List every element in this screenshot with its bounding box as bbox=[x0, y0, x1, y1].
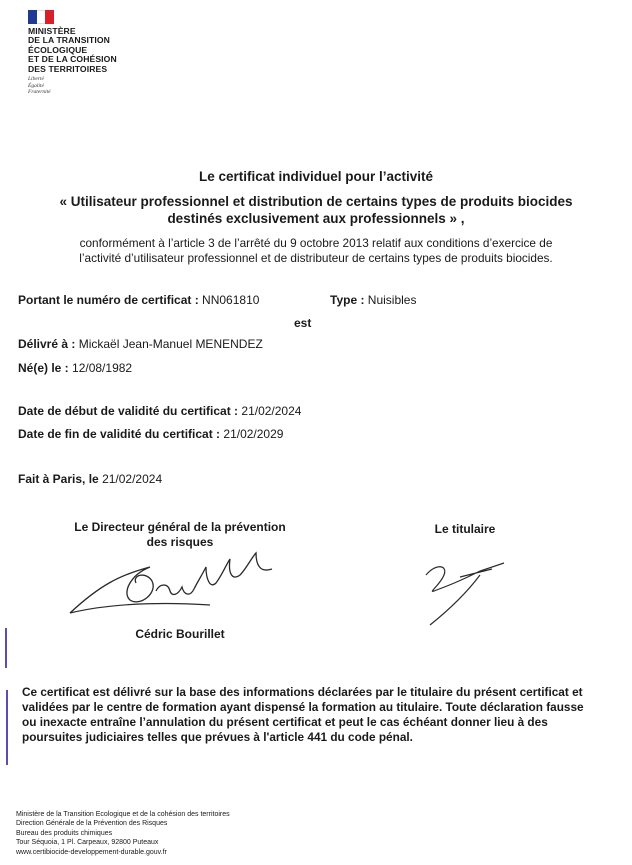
validity-start-row bbox=[18, 404, 301, 418]
validity-end-row bbox=[18, 427, 283, 441]
ministry-line: DES TERRITOIRES bbox=[28, 63, 108, 74]
holder-name: Mickaël Jean-Manuel MENENDEZ bbox=[78, 337, 263, 351]
ministry-logo-text bbox=[28, 27, 117, 74]
holder-title: Le titulaire bbox=[434, 522, 496, 536]
ministry-line: ÉCOLOGIQUE bbox=[28, 44, 88, 55]
validity-end-label: Date de fin de validité du certificat : bbox=[18, 427, 221, 441]
place-date-value: 21/02/2024 bbox=[102, 472, 163, 486]
validity-start-value: 21/02/2024 bbox=[241, 404, 302, 418]
birthdate-value: 12/08/1982 bbox=[72, 361, 133, 375]
delivered-row bbox=[18, 337, 263, 351]
ministry-line: DE LA TRANSITION bbox=[28, 35, 110, 46]
activity-title: « Utilisateur professionnel et distribution de certains types de produits biocides destinés exclusivement aux professionnels » , bbox=[59, 194, 573, 226]
director-signature bbox=[60, 545, 290, 625]
validity-end-value: 21/02/2029 bbox=[223, 427, 284, 441]
holder-signature bbox=[420, 555, 510, 630]
margin-mark bbox=[6, 690, 8, 765]
certificate-number-row bbox=[18, 293, 259, 307]
legal-reference: conformément à l’article 3 de l’arrêté du 9 octobre 2013 relatif aux conditions d’exercice de l’activité d’utilisateur professionnel et de distributeur de certains types de produits biocides. bbox=[79, 236, 553, 265]
french-flag-logo bbox=[28, 10, 54, 24]
birthdate-label: Né(e) le : bbox=[18, 361, 69, 375]
est-text: est bbox=[294, 316, 312, 330]
birthdate-row bbox=[18, 361, 132, 375]
type-value: Nuisibles bbox=[367, 293, 417, 307]
certificate-number-label: Portant le numéro de certificat : bbox=[18, 293, 199, 307]
director-title: Le Directeur général de la prévention des risques bbox=[74, 520, 286, 549]
footer-address: Ministère de la Transition Ecologique et de la cohésion des territoires Direction Générale de la Prévention des Risques Bureau des produits chimiques Tour Séquoia, 1 Pl. Carpeaux, 92800 Puteaux www.certibiocide-developpement-durable.gouv.fr bbox=[16, 811, 230, 856]
ministry-line: ET DE LA COHÉSION bbox=[28, 54, 117, 65]
validity-start-label: Date de début de validité du certificat : bbox=[18, 404, 239, 418]
place-date-label: Fait à Paris, le bbox=[18, 472, 99, 486]
margin-mark bbox=[5, 628, 7, 668]
website-link: www.certibiocide-developpement-durable.gouv.fr bbox=[16, 848, 167, 856]
type-row bbox=[330, 293, 416, 307]
delivered-label: Délivré à : bbox=[18, 337, 76, 351]
type-label: Type : bbox=[330, 293, 365, 307]
certificate-title: Le certificat individuel pour l’activité bbox=[198, 169, 434, 184]
certificate-number-value: NN061810 bbox=[202, 293, 260, 307]
director-name: Cédric Bourillet bbox=[135, 627, 225, 641]
place-date-row bbox=[18, 472, 162, 486]
ministry-line: MINISTÈRE bbox=[28, 26, 76, 36]
legal-notice: Ce certificat est délivré sur la base des informations déclarées par le titulaire du présent certificat et validées par le centre de formation ayant dispensé la formation au titulaire. Toute déclaration fausse ou inexacte entraîne l’annulation du présent certificat et peut le cas échéant donner lieu à des poursuites judiciaires telles que prévues à l'article 441 du code pénal. bbox=[22, 685, 584, 744]
republic-motto: Liberté Égalité Fraternité bbox=[28, 76, 51, 95]
